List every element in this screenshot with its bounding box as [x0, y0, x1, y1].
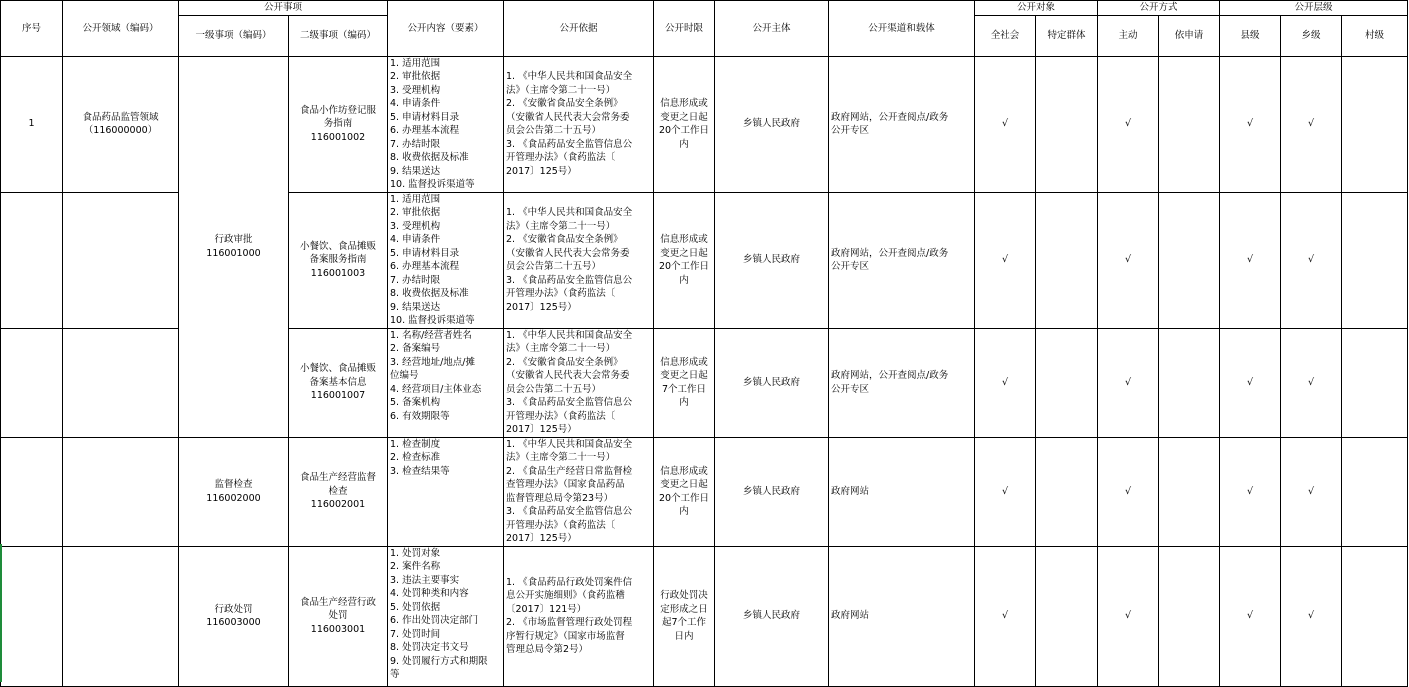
text-line: 行政处罚决	[660, 590, 708, 601]
text-line: 开管理办法》（食药监法〔	[506, 152, 616, 163]
cell-mark-county: √	[1220, 546, 1281, 686]
text-line: 4. 处罚种类和内容	[390, 588, 469, 599]
header-lvl-village: 村级	[1342, 15, 1408, 56]
text-line: 1. 名称/经营者姓名	[390, 329, 472, 341]
header-content: 公开内容（要素）	[388, 1, 504, 57]
text-line: 序暂行规定》（国家市场监督	[506, 630, 625, 642]
header-subject: 公开主体	[715, 1, 829, 57]
text-line: 7. 办结时限	[390, 274, 441, 286]
text-line: 3. 受理机构	[390, 220, 441, 232]
cell-mark-town: √	[1281, 56, 1342, 192]
cell-mark-town: √	[1281, 328, 1342, 437]
text-line: 小餐饮、食品摊贩	[299, 240, 376, 252]
text-line: 2. 《食品生产经营日常监督检	[506, 465, 633, 477]
cell-mark-apply	[1159, 437, 1220, 546]
text-line: 4. 经营项目/主体业态	[390, 383, 482, 395]
cell-subject: 乡镇人民政府	[715, 56, 829, 192]
text-line: 7个工作日	[661, 383, 707, 395]
text-line: 政府网站，公开查阅点/政务	[831, 247, 949, 259]
text-line: 2. 《市场监督管理行政处罚程	[506, 617, 633, 628]
level1-code: 116001000	[206, 247, 261, 259]
text-line: 政府网站，公开查阅点/政务	[831, 111, 949, 123]
text-line: 变更之日起	[660, 111, 708, 123]
text-line: 开管理办法》（食药监法〔	[506, 519, 616, 531]
cell-level2	[289, 328, 388, 437]
header-domain: 公开领域（编码）	[63, 1, 179, 57]
text-line: 3. 《食品药品安全监管信息公	[506, 397, 633, 408]
cell-content	[388, 328, 504, 437]
domain-code: （116000000）	[83, 125, 158, 136]
text-line: 5. 备案机构	[390, 397, 441, 408]
text-line: 116001007	[310, 390, 366, 402]
cell-domain-empty	[63, 437, 179, 546]
text-line: 管理总局令第2号）	[506, 644, 589, 655]
text-line: 2017〕125号）	[506, 165, 577, 177]
cell-basis	[504, 192, 654, 328]
text-line: 8. 收费依据及标准	[390, 288, 469, 299]
cell-channel	[829, 437, 975, 546]
header-method-active: 主动	[1098, 15, 1159, 56]
cell-mark-county: √	[1220, 192, 1281, 328]
cell-basis	[504, 328, 654, 437]
text-line: 员会公告第二十五号）	[506, 261, 602, 272]
cell-mark-society: √	[975, 192, 1036, 328]
text-line: 3. 《食品药品安全监管信息公	[506, 506, 633, 517]
cell-content	[388, 56, 504, 192]
cell-channel	[829, 546, 975, 686]
text-line: 20个工作日	[658, 261, 710, 272]
cell-mark-village	[1342, 56, 1408, 192]
cell-level2	[289, 546, 388, 686]
text-line: 4. 申请条件	[390, 98, 441, 109]
text-line: 内	[679, 397, 689, 408]
cell-mark-specific	[1036, 192, 1098, 328]
text-line: 公开专区	[831, 261, 870, 272]
header-level-group: 公开层级	[1220, 1, 1408, 16]
text-line: 1. 处罚对象	[390, 547, 441, 559]
text-line: 1. 《中华人民共和国食品安全	[506, 207, 633, 218]
cell-content	[388, 192, 504, 328]
text-line: 7. 办结时限	[390, 138, 441, 150]
text-line: 信息形成或	[660, 98, 708, 109]
text-line: 3. 《食品药品安全监管信息公	[506, 274, 633, 286]
cell-content	[388, 546, 504, 686]
cell-time-limit	[654, 56, 715, 192]
cell-mark-active: √	[1098, 328, 1159, 437]
text-line: 3. 违法主要事实	[390, 574, 460, 586]
header-level2: 二级事项（编码）	[289, 15, 388, 56]
text-line: 政府网站，公开查阅点/政务	[831, 370, 949, 381]
text-line: 2. 审批依据	[390, 207, 441, 218]
cell-time-limit	[654, 328, 715, 437]
text-line: 食品小作坊登记服	[299, 104, 376, 116]
level1-name: 监督检查	[214, 479, 253, 490]
cell-mark-county: √	[1220, 56, 1281, 192]
text-line: 务指南	[323, 118, 353, 130]
text-line: （安徽省人民代表大会常务委	[506, 111, 630, 123]
text-line: 116002001	[310, 499, 366, 511]
text-line: 7. 处罚时间	[390, 628, 441, 640]
cell-basis	[504, 546, 654, 686]
header-items-group: 公开事项	[179, 1, 388, 16]
level1-name: 行政审批	[214, 234, 253, 245]
cell-mark-town: √	[1281, 192, 1342, 328]
text-line: 等	[390, 669, 400, 680]
domain-name: 食品药品监管领域	[82, 111, 159, 123]
cell-domain-empty	[63, 192, 179, 328]
table-row	[1, 56, 1408, 192]
cell-seq-empty	[1, 192, 63, 328]
text-line: 食品生产经营行政	[299, 596, 376, 608]
cell-domain-empty	[63, 328, 179, 437]
text-line: （安徽省人民代表大会常务委	[506, 247, 630, 259]
text-line: 3. 受理机构	[390, 84, 441, 96]
text-line: 5. 处罚依据	[390, 601, 441, 613]
cell-basis	[504, 437, 654, 546]
text-line: 2017〕125号）	[506, 301, 577, 313]
text-line: 9. 结果送达	[390, 301, 441, 313]
header-lvl-county: 县级	[1220, 15, 1281, 56]
level1-code: 116003000	[206, 617, 261, 628]
text-line: 起7个工作	[661, 617, 707, 628]
text-line: 内	[679, 506, 689, 517]
text-line: 6. 作出处罚决定部门	[390, 615, 479, 626]
cell-mark-apply	[1159, 192, 1220, 328]
text-line: 查管理办法》（国家食品药品	[506, 479, 625, 490]
header-obj-specific: 特定群体	[1036, 15, 1098, 56]
text-line: 食品生产经营监督	[299, 472, 376, 484]
text-line: 检查	[328, 485, 348, 497]
text-line: 5. 申请材料目录	[390, 111, 460, 123]
text-line: 1. 《中华人民共和国食品安全	[506, 71, 633, 82]
text-line: 员会公告第二十五号）	[506, 125, 602, 136]
text-line: 1. 《中华人民共和国食品安全	[506, 438, 633, 450]
cell-mark-society: √	[975, 546, 1036, 686]
cell-mark-county: √	[1220, 328, 1281, 437]
table-row	[1, 437, 1408, 546]
text-line: 处罚	[328, 610, 348, 622]
text-line: 6. 有效期限等	[390, 410, 450, 422]
cell-mark-apply	[1159, 546, 1220, 686]
text-line: 息公开实施细则》（食药监稽	[506, 590, 625, 601]
cell-mark-active: √	[1098, 56, 1159, 192]
level1-code: 116002000	[206, 492, 261, 504]
text-line: 1. 《中华人民共和国食品安全	[506, 329, 633, 341]
cell-level1	[179, 56, 289, 437]
text-line: 法》（主席令第二十一号）	[506, 452, 616, 463]
cell-mark-active: √	[1098, 437, 1159, 546]
cell-seq: 1	[1, 56, 63, 192]
text-line: 备案基本信息	[309, 376, 367, 388]
cell-subject: 乡镇人民政府	[715, 546, 829, 686]
cell-mark-apply	[1159, 328, 1220, 437]
header-obj-society: 全社会	[975, 15, 1036, 56]
cell-channel	[829, 192, 975, 328]
text-line: 信息形成或	[660, 356, 708, 368]
text-line: 定形成之日	[660, 603, 708, 615]
text-line: 5. 申请材料目录	[390, 247, 460, 259]
cell-level1	[179, 546, 289, 686]
text-line: 116003001	[310, 623, 366, 635]
text-line: 〔2017〕121号）	[506, 603, 587, 615]
text-line: 3. 《食品药品安全监管信息公	[506, 138, 633, 150]
cell-channel	[829, 56, 975, 192]
text-line: 2. 备案编号	[390, 343, 441, 354]
text-line: 20个工作日	[658, 492, 710, 504]
text-line: 内	[679, 274, 689, 286]
text-line: 3. 检查结果等	[390, 465, 450, 477]
text-line: 116001002	[310, 131, 366, 143]
cell-mark-town: √	[1281, 437, 1342, 546]
text-line: 20个工作日	[658, 125, 710, 136]
cell-time-limit	[654, 546, 715, 686]
cell-mark-society: √	[975, 437, 1036, 546]
text-line: 公开专区	[831, 383, 870, 395]
text-line: 2017〕125号）	[506, 533, 577, 544]
cell-domain-empty	[63, 546, 179, 686]
cell-mark-specific	[1036, 437, 1098, 546]
text-line: 开管理办法》（食药监法〔	[506, 410, 616, 422]
text-line: 9. 处罚履行方式和期限	[390, 655, 488, 667]
text-line: 内	[679, 138, 689, 150]
header-time-limit: 公开时限	[654, 1, 715, 57]
text-line: 2. 检查标准	[390, 452, 441, 463]
cell-channel	[829, 328, 975, 437]
cell-mark-village	[1342, 192, 1408, 328]
text-line: 变更之日起	[660, 247, 708, 259]
text-line: 2. 《安徽省食品安全条例》	[506, 234, 623, 245]
text-line: 9. 结果送达	[390, 165, 441, 177]
cell-level2	[289, 192, 388, 328]
cell-mark-specific	[1036, 56, 1098, 192]
cell-seq-empty	[1, 437, 63, 546]
table-row	[1, 546, 1408, 686]
cell-seq-empty	[1, 546, 63, 686]
cell-mark-town: √	[1281, 546, 1342, 686]
header-lvl-town: 乡级	[1281, 15, 1342, 56]
cell-mark-specific	[1036, 546, 1098, 686]
text-line: 2. 《安徽省食品安全条例》	[506, 98, 623, 109]
selection-edge	[0, 544, 2, 682]
cell-mark-county: √	[1220, 437, 1281, 546]
cell-mark-active: √	[1098, 546, 1159, 686]
text-line: 公开专区	[831, 125, 870, 136]
text-line: 8. 收费依据及标准	[390, 152, 469, 163]
text-line: 116001003	[310, 267, 366, 279]
text-line: 信息形成或	[660, 465, 708, 477]
text-line: 6. 办理基本流程	[390, 125, 460, 136]
text-line: 开管理办法》（食药监法〔	[506, 288, 616, 299]
cell-mark-active: √	[1098, 192, 1159, 328]
cell-level2	[289, 56, 388, 192]
cell-subject: 乡镇人民政府	[715, 192, 829, 328]
text-line: 变更之日起	[660, 479, 708, 490]
text-line: 6. 办理基本流程	[390, 261, 460, 272]
header-channel: 公开渠道和载体	[829, 1, 975, 57]
text-line: 2017〕125号）	[506, 424, 577, 435]
text-line: 2. 审批依据	[390, 71, 441, 82]
text-line: 1. 检查制度	[390, 438, 441, 450]
text-line: 4. 申请条件	[390, 234, 441, 245]
header-seq: 序号	[1, 1, 63, 57]
cell-mark-society: √	[975, 56, 1036, 192]
text-line: 信息形成或	[660, 234, 708, 245]
text-line: （安徽省人民代表大会常务委	[506, 370, 630, 381]
header-basis: 公开依据	[504, 1, 654, 57]
text-line: 3. 经营地址/地点/摊	[390, 356, 475, 368]
header-level1: 一级事项（编码）	[179, 15, 289, 56]
text-line: 备案服务指南	[309, 254, 367, 266]
level1-name: 行政处罚	[214, 603, 253, 615]
cell-mark-society: √	[975, 328, 1036, 437]
text-line: 政府网站	[831, 610, 870, 622]
text-line: 10. 监督投诉渠道等	[390, 315, 475, 326]
cell-time-limit	[654, 437, 715, 546]
cell-mark-village	[1342, 437, 1408, 546]
text-line: 10. 监督投诉渠道等	[390, 179, 475, 190]
cell-domain	[63, 56, 179, 192]
cell-mark-village	[1342, 328, 1408, 437]
text-line: 变更之日起	[660, 370, 708, 381]
header-method-group: 公开方式	[1098, 1, 1220, 16]
cell-seq-empty	[1, 328, 63, 437]
text-line: 1. 《食品药品行政处罚案件信	[506, 576, 633, 588]
text-line: 小餐饮、食品摊贩	[299, 363, 376, 375]
cell-subject: 乡镇人民政府	[715, 437, 829, 546]
cell-mark-apply	[1159, 56, 1220, 192]
text-line: 员会公告第二十五号）	[506, 383, 602, 395]
text-line: 位编号	[390, 370, 419, 381]
cell-mark-village	[1342, 546, 1408, 686]
cell-subject: 乡镇人民政府	[715, 328, 829, 437]
text-line: 1. 适用范围	[390, 57, 441, 69]
cell-level1	[179, 437, 289, 546]
header-object-group: 公开对象	[975, 1, 1098, 16]
cell-mark-specific	[1036, 328, 1098, 437]
cell-basis	[504, 56, 654, 192]
text-line: 8. 处罚决定书文号	[390, 642, 469, 653]
cell-time-limit	[654, 192, 715, 328]
text-line: 2. 《安徽省食品安全条例》	[506, 356, 623, 368]
text-line: 法》（主席令第二十一号）	[506, 343, 616, 354]
text-line: 法》（主席令第二十一号）	[506, 84, 616, 96]
text-line: 日内	[674, 630, 694, 642]
text-line: 监督管理总局令第23号）	[506, 492, 614, 504]
cell-content	[388, 437, 504, 546]
text-line: 政府网站	[831, 485, 870, 497]
text-line: 2. 案件名称	[390, 561, 441, 572]
cell-level2	[289, 437, 388, 546]
text-line: 1. 适用范围	[390, 193, 441, 205]
header-method-apply: 依申请	[1159, 15, 1220, 56]
text-line: 法》（主席令第二十一号）	[506, 220, 616, 232]
